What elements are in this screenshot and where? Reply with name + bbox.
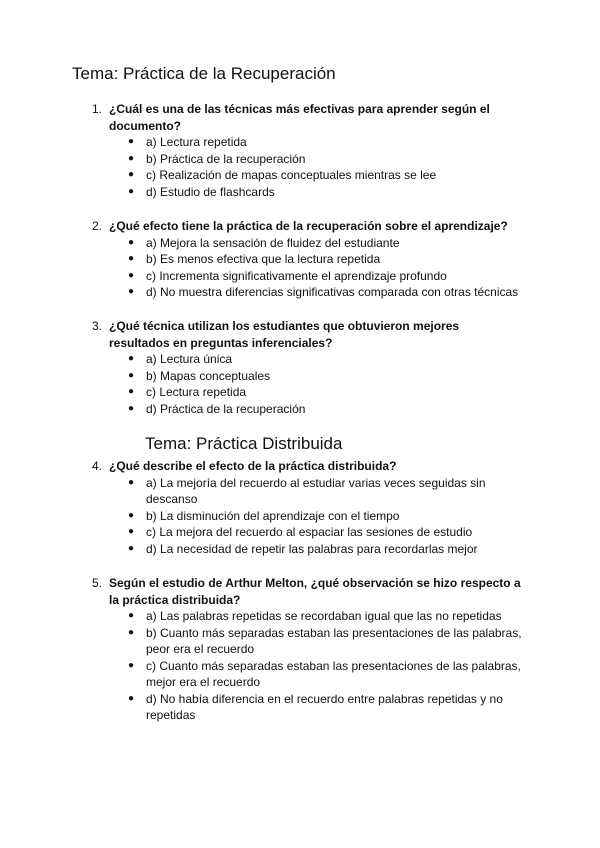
bullet-icon: ● [128, 369, 135, 381]
bullet-icon: ● [128, 692, 135, 704]
bullet-icon: ● [128, 526, 135, 537]
option-item: ● d) No muestra diferencias significativas comparada con otras técnicas [128, 285, 519, 299]
option-item: ● b) Es menos efectiva que la lectura repetida [128, 252, 381, 266]
options-list [128, 134, 522, 200]
question-3 [92, 318, 522, 417]
option-item: ● b) La disminución del aprendizaje con el tiempo [128, 508, 400, 523]
options-list [128, 608, 522, 724]
option-item: ● a) Lectura repetida [128, 135, 247, 149]
question-number: 5. [92, 576, 103, 590]
bullet-icon: ● [128, 659, 135, 671]
bullet-icon: ● [128, 402, 135, 414]
question-number: 3. [92, 319, 103, 333]
bullet-icon: ● [128, 236, 135, 248]
option-item: ● b) Práctica de la recuperación [128, 151, 306, 166]
option-item: ● a) Lectura única [128, 352, 233, 366]
option-item: ● a) Las palabras repetidas se recordaban igual que las no repetidas [128, 609, 502, 623]
option-item: ● b) Mapas conceptuales [128, 368, 271, 383]
bullet-icon: ● [128, 509, 135, 521]
bullet-icon: ● [128, 286, 135, 297]
question-text: ¿Qué técnica utilizan los estudiantes que obtuvieron mejores resultados en preguntas inferenciales? [109, 319, 460, 350]
option-item: ● b) Cuanto más separadas estaban las presentaciones de las palabras, peor era el recuerdo [128, 625, 522, 656]
question-number: 4. [92, 459, 103, 473]
question-number: 2. [92, 219, 103, 233]
option-item: ● c) Realización de mapas conceptuales mientras se lee [128, 168, 437, 182]
option-item: ● c) Cuanto más separadas estaban las presentaciones de las palabras, mejor era el recuerdo [128, 658, 521, 689]
options-list [128, 235, 522, 301]
option-item: ● c) La mejora del recuerdo al espaciar las sesiones de estudio [128, 525, 473, 539]
options-list [128, 351, 522, 417]
question-text: ¿Qué efecto tiene la práctica de la recuperación sobre el aprendizaje? [109, 219, 508, 233]
bullet-icon: ● [128, 169, 135, 180]
option-item: ● d) La necesidad de repetir las palabras para recordarlas mejor [128, 541, 478, 556]
bullet-icon: ● [128, 476, 135, 488]
option-item: ● a) Mejora la sensación de fluidez del estudiante [128, 235, 400, 250]
bullet-icon: ● [128, 542, 135, 554]
option-item: ● c) Incrementa significativamente el aprendizaje profundo [128, 268, 447, 283]
option-item: ● a) La mejoría del recuerdo al estudiar varias veces seguidas sin descanso [128, 475, 486, 506]
bullet-icon: ● [128, 353, 135, 364]
bullet-icon: ● [128, 136, 135, 147]
bullet-icon: ● [128, 253, 135, 264]
section-title-recuperacion: Tema: Práctica de la Recuperación [72, 64, 336, 83]
question-1 [92, 101, 522, 200]
question-text: Según el estudio de Arthur Melton, ¿qué observación se hizo respecto a la práctica distribuida? [109, 576, 521, 607]
bullet-icon: ● [128, 386, 135, 397]
options-list [128, 475, 522, 558]
option-item: ● d) Práctica de la recuperación [128, 401, 306, 416]
bullet-icon: ● [128, 185, 135, 197]
bullet-icon: ● [128, 152, 135, 164]
bullet-icon: ● [128, 610, 135, 621]
section-title-distribuida: Tema: Práctica Distribuida [145, 434, 343, 453]
question-2 [92, 218, 522, 301]
question-4 [92, 458, 522, 557]
option-item: ● d) No había diferencia en el recuerdo entre palabras repetidas y no repetidas [128, 691, 503, 722]
option-item: ● c) Lectura repetida [128, 385, 247, 399]
question-5 [92, 575, 522, 724]
option-item: ● d) Estudio de flashcards [128, 184, 275, 199]
bullet-icon: ● [128, 269, 135, 281]
bullet-icon: ● [128, 626, 135, 638]
question-number: 1. [92, 102, 103, 116]
question-text: ¿Cuál es una de las técnicas más efectivas para aprender según el documento? [109, 102, 490, 133]
question-text: ¿Qué describe el efecto de la práctica distribuida? [109, 459, 397, 473]
